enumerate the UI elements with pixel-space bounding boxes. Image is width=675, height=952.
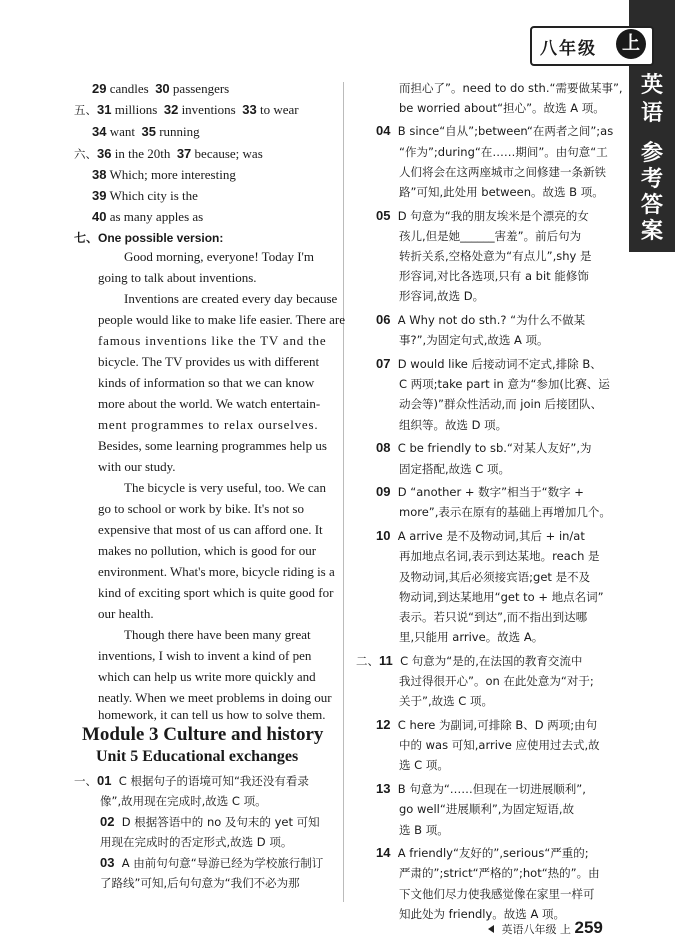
essay-line: Though there have been many great <box>124 627 311 642</box>
page-footer <box>488 918 603 940</box>
section-char-4: 案 <box>640 219 663 244</box>
answer-06 <box>376 311 585 329</box>
answer-number: 07 <box>376 356 391 371</box>
answer-text: C 句意为“是的,在法国的教育交流中 <box>400 654 583 668</box>
grade-label: 八年级 <box>540 39 597 59</box>
answer-number: 05 <box>376 208 391 223</box>
unit-title: Unit 5 Educational exchanges <box>96 748 299 765</box>
answer-13 <box>376 780 586 798</box>
answer-09 <box>376 483 584 501</box>
answer-row-40: 40 as many apples as <box>92 209 204 224</box>
answer-02: 02 D 根据答语中的 no 及句末的 yet 可知 <box>100 814 320 829</box>
answer-10-cont: 里,只能用 arrive。故选 A。 <box>399 630 544 644</box>
answer-04-cont: 人们将会在这两座城市之间修建一条新铁 <box>399 165 606 179</box>
essay-line: homework, it can tell us how to solve them. <box>98 707 326 722</box>
essay-line: people would like to make life easier. There are <box>98 312 346 327</box>
essay-line: environment. What's more, bicycle riding is a <box>98 564 335 579</box>
essay-line: going to talk about inventions. <box>98 270 257 285</box>
answer-14 <box>376 844 589 862</box>
answer-03-cont-right: 而担心了”。need to do sth.“需要做某事”, <box>399 81 623 95</box>
answer-01-cont: 像”,故用现在完成时,故选 C 项。 <box>100 794 267 808</box>
answer-11 <box>356 652 582 670</box>
section-char-1: 参 <box>640 141 663 166</box>
answer-05-cont: 孩儿,但是她______害羞”。前后句为 <box>399 229 582 243</box>
answer-08 <box>376 439 592 457</box>
answer-07-cont: 组织等。故选 D 项。 <box>399 418 508 432</box>
essay-line: inventions, I wish to invent a kind of pen <box>98 648 312 663</box>
answer-number: 14 <box>376 845 391 860</box>
answer-07 <box>376 355 602 373</box>
essay-line: kind of exciting sport which is quite good for <box>98 585 334 600</box>
answer-text: D would like 后接动词不定式,排除 B、 <box>397 357 602 371</box>
answer-03: 03 A 由前句句意“导游已经为学校旅行制订 <box>100 855 324 870</box>
answer-row-36: 六、36 in the 20th 37 because; was <box>74 146 263 161</box>
answer-10-cont: 表示。若只说“到达”,而不指出到达哪 <box>399 610 588 624</box>
answer-text: A Why not do sth.? “为什么不做某 <box>397 313 586 327</box>
essay-line: our health. <box>98 606 154 621</box>
answer-row-29: 29 candles 30 passengers <box>92 81 230 96</box>
term-circle: 上 <box>616 29 646 59</box>
answer-09-cont: more”,表示在原有的基础上再增加几个。 <box>399 505 611 519</box>
answer-row-34: 34 want 35 running <box>92 124 200 139</box>
answer-14-cont: 知此处为 friendly。故选 A 项。 <box>399 907 565 921</box>
essay-line: makes no pollution, which is good for our <box>98 543 317 558</box>
answer-14-cont: 下文他们尽力使我感觉像在家里一样可 <box>399 887 595 901</box>
answer-number: 08 <box>376 440 391 455</box>
essay-line: bicycle. The TV provides us with different <box>98 354 320 369</box>
answer-number: 12 <box>376 717 391 732</box>
answer-text: B 句意为“……但现在一切进展顺利”, <box>397 782 586 796</box>
answer-01: 一、01 C 根据句子的语境可知“我还没有看录 <box>74 773 309 788</box>
answer-04-cont: “作为”;during“在……期间”。由句意“工 <box>399 145 608 159</box>
answer-row-39: 39 Which city is the <box>92 188 198 203</box>
arrow-left-icon <box>488 925 494 933</box>
answer-05-cont: 转折关系,空格处意为“有点儿”,shy 是 <box>399 249 592 263</box>
answer-07-cont: C 两项;take part in 意为“参加(比赛、运 <box>399 377 610 391</box>
answer-text: D 句意为“我的朋友埃米是个漂亮的女 <box>397 209 589 223</box>
answer-text: D “another + 数字”相当于“数字 + <box>397 485 584 499</box>
answer-10 <box>376 527 585 545</box>
answer-03-cont-right: be worried about“担心”。故选 A 项。 <box>399 101 605 115</box>
answer-06-cont: 事?”,为固定句式,故选 A 项。 <box>399 333 549 347</box>
answer-10-cont: 再加地点名词,表示到达某地。reach 是 <box>399 549 600 563</box>
answer-row-31: 五、31 millions 32 inventions 33 to wear <box>74 102 299 117</box>
answer-11-cont: 我过得很开心”。on 在此处意为“对于; <box>399 674 594 688</box>
essay-line: famous inventions like the TV and the <box>98 333 327 348</box>
essay-line: Inventions are created every day because <box>124 291 338 306</box>
answer-05-cont: 形容词,故选 D。 <box>399 289 485 303</box>
answer-04-cont: 路”可知,此处用 between。故选 B 项。 <box>399 185 604 199</box>
answer-02-cont: 用现在完成时的否定形式,故选 D 项。 <box>100 835 293 849</box>
answer-05-cont: 形容词,对比各选项,只有 a bit 能修饰 <box>399 269 589 283</box>
answer-12-cont: 选 C 项。 <box>399 758 449 772</box>
module-title: Module 3 Culture and history <box>82 724 324 745</box>
column-divider <box>343 82 344 902</box>
grade-badge <box>530 26 654 66</box>
essay-line: kinds of information so that we can know <box>98 375 315 390</box>
essay-line: Besides, some learning programmes help us <box>98 438 327 453</box>
answer-number: 06 <box>376 312 391 327</box>
section-char-2: 考 <box>640 167 663 192</box>
answer-number: 10 <box>376 528 391 543</box>
answer-13-cont: go well“进展顺利”,为固定短语,故 <box>399 802 575 816</box>
answer-text: B since“自从”;between“在两者之间”;as <box>397 124 614 138</box>
essay-line: expensive that most of us can afford one. It <box>98 522 323 537</box>
subject-char-2: 语 <box>640 101 663 126</box>
answer-12 <box>376 716 597 734</box>
essay-line: Good morning, everyone! Today I'm <box>124 249 315 264</box>
answer-text: A friendly“友好的”,serious“严重的; <box>397 846 589 860</box>
page-number: 259 <box>574 918 603 937</box>
answer-number: 13 <box>376 781 391 796</box>
answer-05 <box>376 207 589 225</box>
answer-number: 04 <box>376 123 391 138</box>
essay-line: more about the world. We watch entertain- <box>98 396 321 411</box>
answer-11-cont: 关于”,故选 C 项。 <box>399 694 493 708</box>
essay-line: neatly. When we meet problems in doing our <box>98 690 332 705</box>
essay-heading: 七、One possible version: <box>74 231 224 245</box>
footer-subject: 英语八年级 <box>501 923 557 936</box>
answer-text: C here 为副词,可排除 B、D 两项;由句 <box>397 718 598 732</box>
essay-line: which can help us write more quickly and <box>98 669 316 684</box>
answer-10-cont: 及物动词,其后必须接宾语;get 是不及 <box>399 570 591 584</box>
answer-07-cont: 动会等)”群众性活动,而 join 后接团队、 <box>399 397 603 411</box>
answer-number: 11 <box>379 653 393 668</box>
essay-line: go to school or work by bike. It's not so <box>98 501 304 516</box>
answer-10-cont: 物动词,到达某地用“get to + 地点名词” <box>399 590 604 604</box>
essay-line: The bicycle is very useful, too. We can <box>124 480 326 495</box>
answer-13-cont: 选 B 项。 <box>399 823 449 837</box>
answer-03-cont: 了路线”可知,后句句意为“我们不必为那 <box>100 876 300 890</box>
section-char-3: 答 <box>640 193 663 218</box>
answer-12-cont: 中的 was 可知,arrive 应使用过去式,故 <box>399 738 600 752</box>
essay-line: with our study. <box>98 459 176 474</box>
answer-04 <box>376 122 613 140</box>
answer-text: A arrive 是不及物动词,其后 + in/at <box>397 529 585 543</box>
answer-row-38: 38 Which; more interesting <box>92 167 236 182</box>
answer-14-cont: 严肃的”;strict“严格的”;hot“热的”。由 <box>399 866 600 880</box>
answer-text: C be friendly to sb.“对某人友好”,为 <box>397 441 592 455</box>
section-prefix: 二、 <box>356 654 379 668</box>
subject-char-1: 英 <box>640 73 663 98</box>
essay-line: ment programmes to relax ourselves. <box>98 417 319 432</box>
footer-term: 上 <box>560 923 571 936</box>
answer-08-cont: 固定搭配,故选 C 项。 <box>399 462 510 476</box>
answer-number: 09 <box>376 484 391 499</box>
